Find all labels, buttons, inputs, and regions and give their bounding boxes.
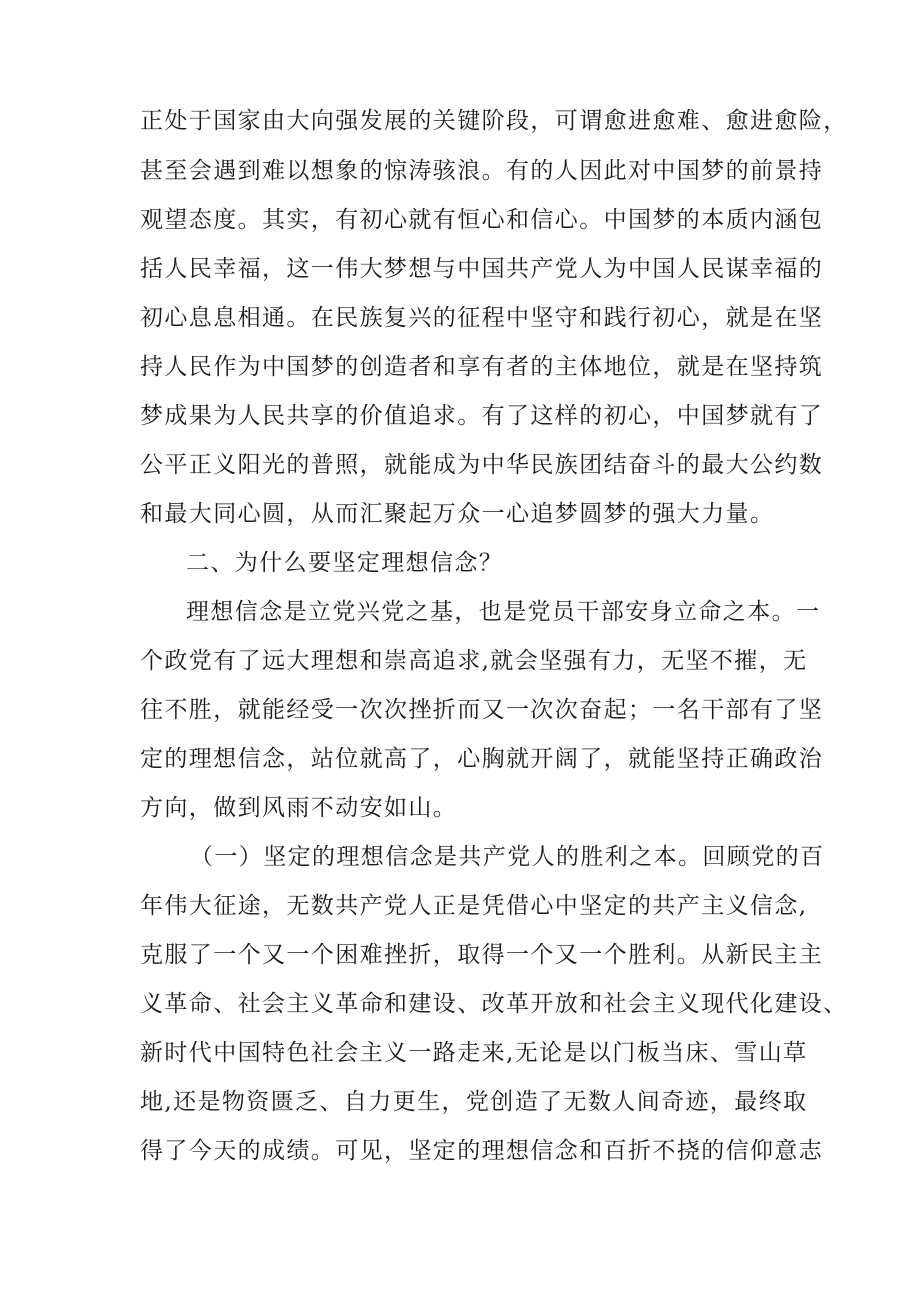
text-line: 持人民作为中国梦的创造者和享有者的主体地位，就是在坚持筑 — [140, 354, 824, 380]
text-line: 新时代中国特色社会主义一路走来,无论是以门板当床、雪山草 — [140, 1040, 808, 1066]
text-line: 往不胜，就能经受一次次挫折而又一次次奋起；一名干部有了坚 — [140, 697, 824, 723]
text-line: 理想信念是立党兴党之基，也是党员干部安身立命之本。一 — [186, 599, 821, 625]
text-line: 个政党有了远大理想和崇高追求,就会坚强有力，无坚不摧，无 — [140, 648, 808, 674]
text-line: 和最大同心圆，从而汇聚起万众一心追梦圆梦的强大力量。 — [140, 501, 775, 527]
text-line: 括人民幸福，这一伟大梦想与中国共产党人为中国人民谋幸福的 — [140, 256, 824, 282]
text-line: 克服了一个又一个困难挫折，取得一个又一个胜利。从新民主主 — [140, 942, 824, 968]
text-line: 梦成果为人民共享的价值追求。有了这样的初心，中国梦就有了 — [140, 403, 824, 429]
text-line: 初心息息相通。在民族复兴的征程中坚守和践行初心，就是在坚 — [140, 305, 824, 331]
text-line: 地,还是物资匮乏、自力更生，党创造了无数人间奇迹，最终取 — [140, 1089, 808, 1115]
text-line: 正处于国家由大向强发展的关键阶段，可谓愈进愈难、愈进愈险， — [140, 108, 848, 134]
text-line: 义革命、社会主义革命和建设、改革开放和社会主义现代化建设、 — [140, 991, 848, 1017]
text-line: 得了今天的成绩。可见，坚定的理想信念和百折不挠的信仰意志 — [140, 1138, 824, 1164]
text-line: 观望态度。其实，有初心就有恒心和信心。中国梦的本质内涵包 — [140, 207, 824, 233]
text-line: 定的理想信念，站位就高了，心胸就开阔了，就能坚持正确政治 — [140, 746, 824, 772]
subsection-heading-line: （一）坚定的理想信念是共产党人的胜利之本。回顾党的百 — [190, 844, 825, 870]
text-line: 甚至会遇到难以想象的惊涛骇浪。有的人因此对中国梦的前景持 — [140, 158, 824, 184]
text-line: 方向，做到风雨不动安如山。 — [140, 795, 458, 821]
text-line: 年伟大征途，无数共产党人正是凭借心中坚定的共产主义信念, — [140, 893, 808, 919]
section-heading: 二、为什么要坚定理想信念？ — [186, 550, 504, 576]
text-line: 公平正义阳光的普照，就能成为中华民族团结奋斗的最大公约数 — [140, 452, 824, 478]
